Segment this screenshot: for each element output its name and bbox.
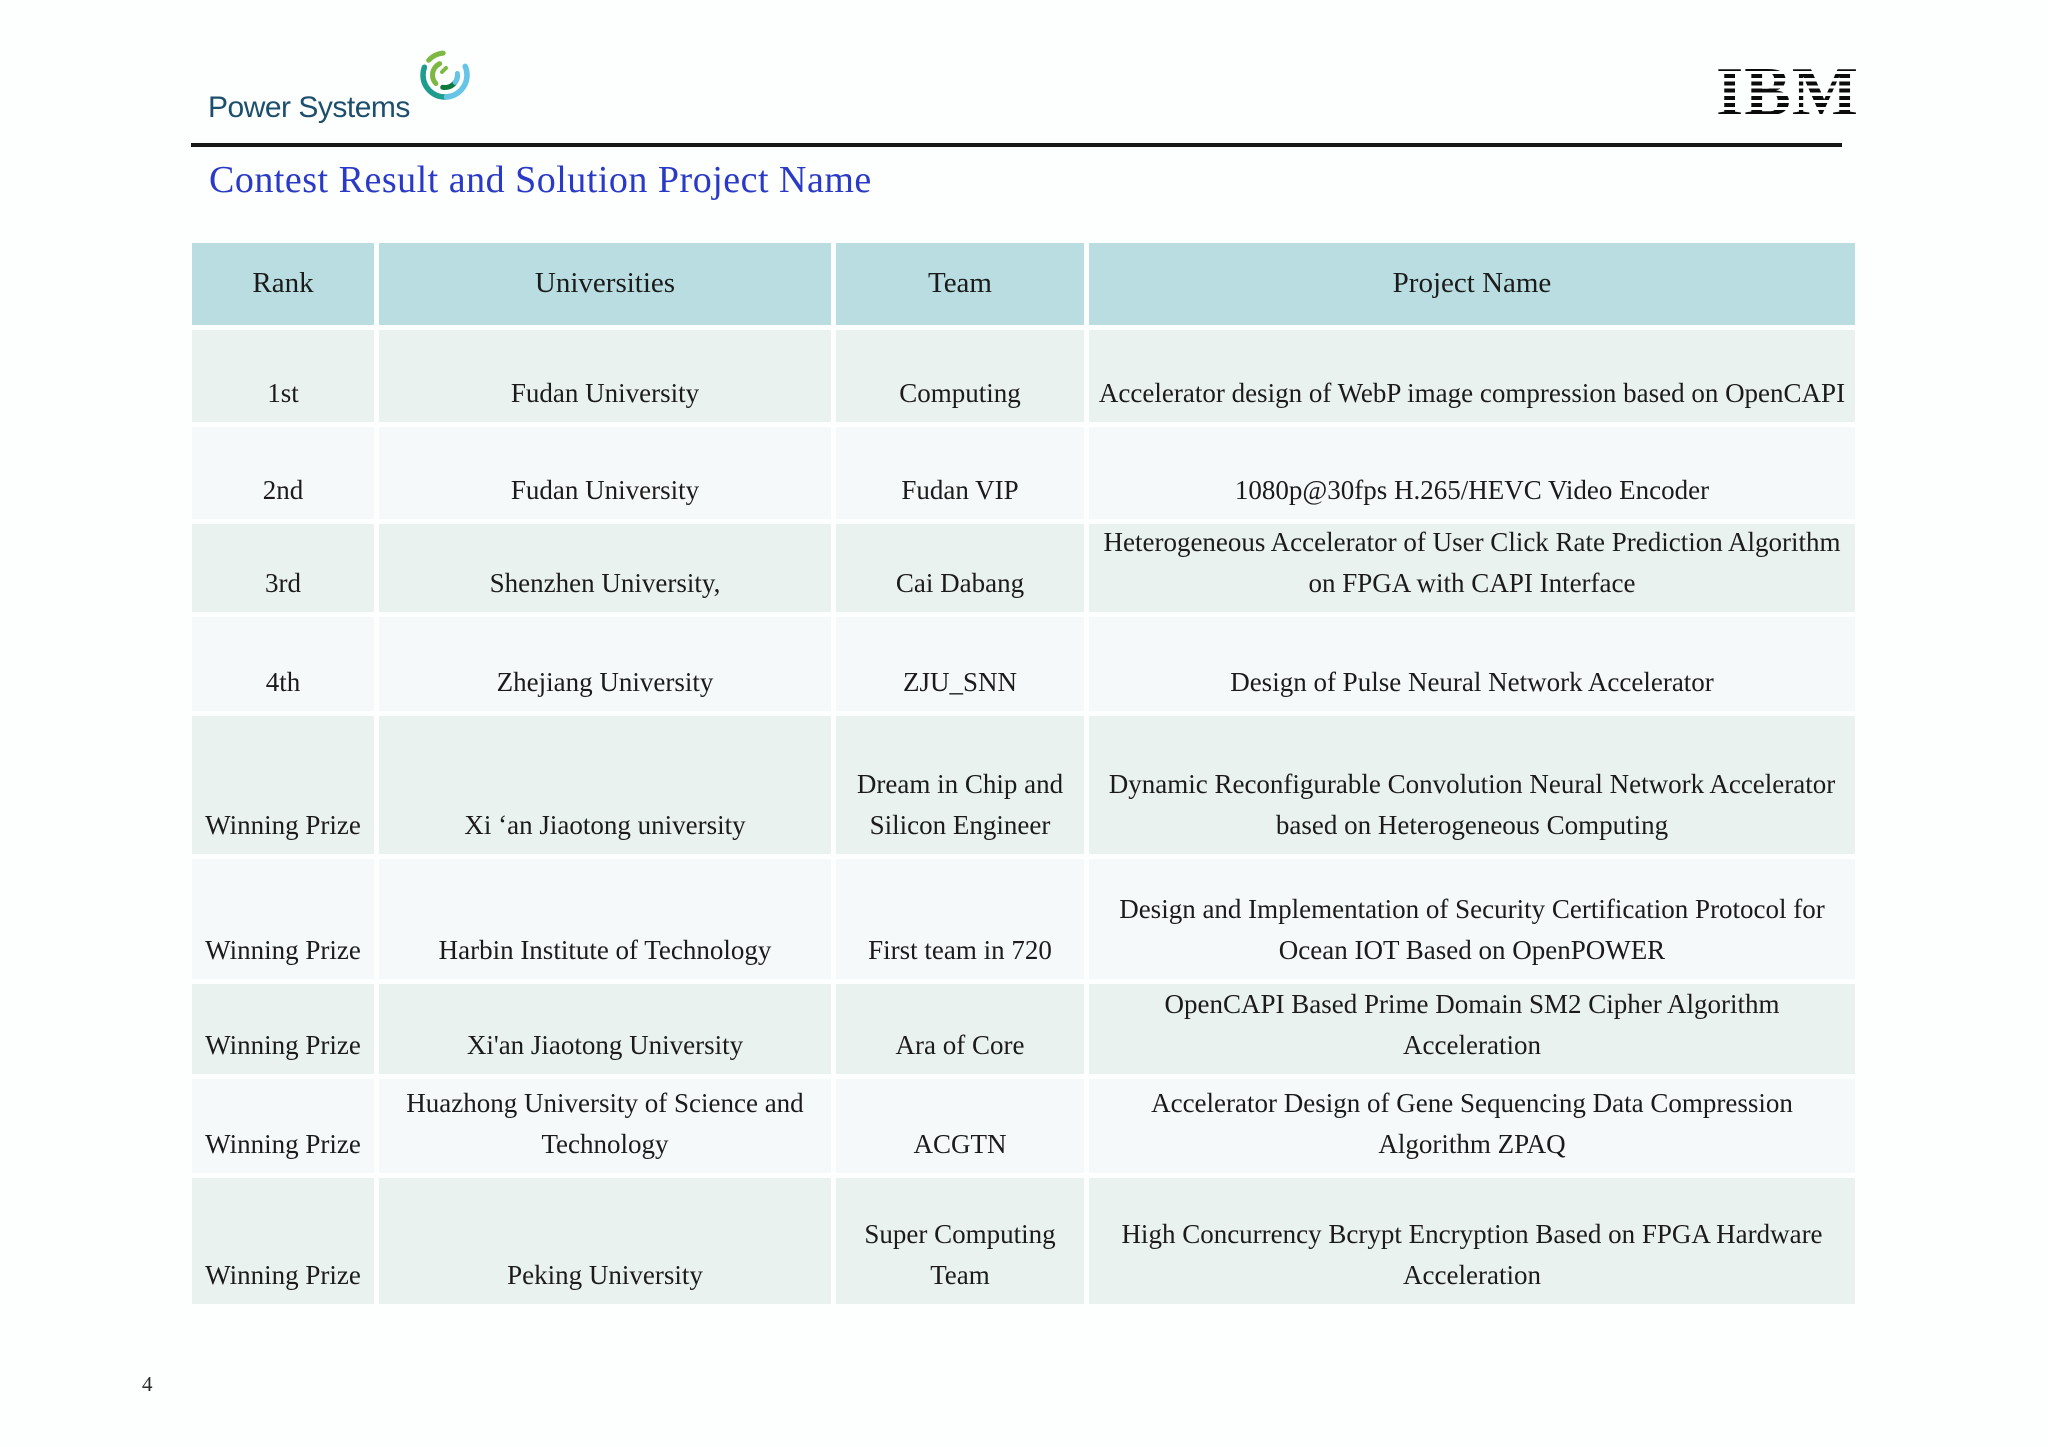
cell-rank: 4th: [192, 617, 374, 711]
cell-rank: Winning Prize: [192, 716, 374, 854]
table-row: [192, 984, 1855, 1074]
table-row: [192, 617, 1855, 711]
cell-project: High Concurrency Bcrypt Encryption Based on FPGA Hardware Acceleration: [1089, 1178, 1855, 1304]
cell-team: ACGTN: [836, 1079, 1084, 1173]
cell-university: Xi'an Jiaotong University: [379, 984, 831, 1074]
cell-team: ZJU_SNN: [836, 617, 1084, 711]
cell-team: Super Computing Team: [836, 1178, 1084, 1304]
cell-project: Dynamic Reconfigurable Convolution Neural Network Accelerator based on Heterogeneous Computing: [1089, 716, 1855, 854]
cell-project: OpenCAPI Based Prime Domain SM2 Cipher Algorithm Acceleration: [1089, 984, 1855, 1074]
column-header: Team: [836, 243, 1084, 325]
cell-project: Accelerator Design of Gene Sequencing Data Compression Algorithm ZPAQ: [1089, 1079, 1855, 1173]
cell-rank: 2nd: [192, 427, 374, 519]
page-number: 4: [142, 1372, 153, 1396]
power-systems-wordmark: Power Systems: [208, 91, 410, 124]
table-row: [192, 330, 1855, 422]
cell-rank: 1st: [192, 330, 374, 422]
cell-university: Zhejiang University: [379, 617, 831, 711]
column-header: Universities: [379, 243, 831, 325]
cell-university: Fudan University: [379, 330, 831, 422]
cell-university: Shenzhen University,: [379, 524, 831, 612]
contest-results-table: [192, 243, 1855, 1304]
cell-rank: Winning Prize: [192, 1178, 374, 1304]
table-row: [192, 1079, 1855, 1173]
cell-rank: 3rd: [192, 524, 374, 612]
cell-rank: Winning Prize: [192, 859, 374, 979]
cell-university: Huazhong University of Science and Technology: [379, 1079, 831, 1173]
ibm-logo: IBM: [1716, 54, 1859, 131]
cell-team: Cai Dabang: [836, 524, 1084, 612]
cell-university: Harbin Institute of Technology: [379, 859, 831, 979]
table-header-row: [192, 243, 1855, 325]
cell-project: Design of Pulse Neural Network Accelerator: [1089, 617, 1855, 711]
header-rule: [191, 143, 1842, 147]
cell-university: Peking University: [379, 1178, 831, 1304]
table-row: [192, 524, 1855, 612]
cell-project: Accelerator design of WebP image compression based on OpenCAPI: [1089, 330, 1855, 422]
cell-project: 1080p@30fps H.265/HEVC Video Encoder: [1089, 427, 1855, 519]
table-row: [192, 1178, 1855, 1304]
cell-project: Design and Implementation of Security Certification Protocol for Ocean IOT Based on OpenPOWER: [1089, 859, 1855, 979]
table-row: [192, 859, 1855, 979]
table-row: [192, 427, 1855, 519]
cell-team: Fudan VIP: [836, 427, 1084, 519]
cell-university: Xi ʻan Jiaotong university: [379, 716, 831, 854]
cell-rank: Winning Prize: [192, 1079, 374, 1173]
table-row: [192, 716, 1855, 854]
cell-team: Ara of Core: [836, 984, 1084, 1074]
column-header: Rank: [192, 243, 374, 325]
cell-project: Heterogeneous Accelerator of User Click Rate Prediction Algorithm on FPGA with CAPI Interface: [1089, 524, 1855, 612]
cell-university: Fudan University: [379, 427, 831, 519]
power-systems-swirl-icon: [416, 44, 474, 113]
cell-rank: Winning Prize: [192, 984, 374, 1074]
column-header: Project Name: [1089, 243, 1855, 325]
cell-team: First team in 720: [836, 859, 1084, 979]
page-title: Contest Result and Solution Project Name: [209, 159, 872, 201]
power-systems-logo: [208, 44, 474, 127]
cell-team: Dream in Chip and Silicon Engineer: [836, 716, 1084, 854]
cell-team: Computing: [836, 330, 1084, 422]
